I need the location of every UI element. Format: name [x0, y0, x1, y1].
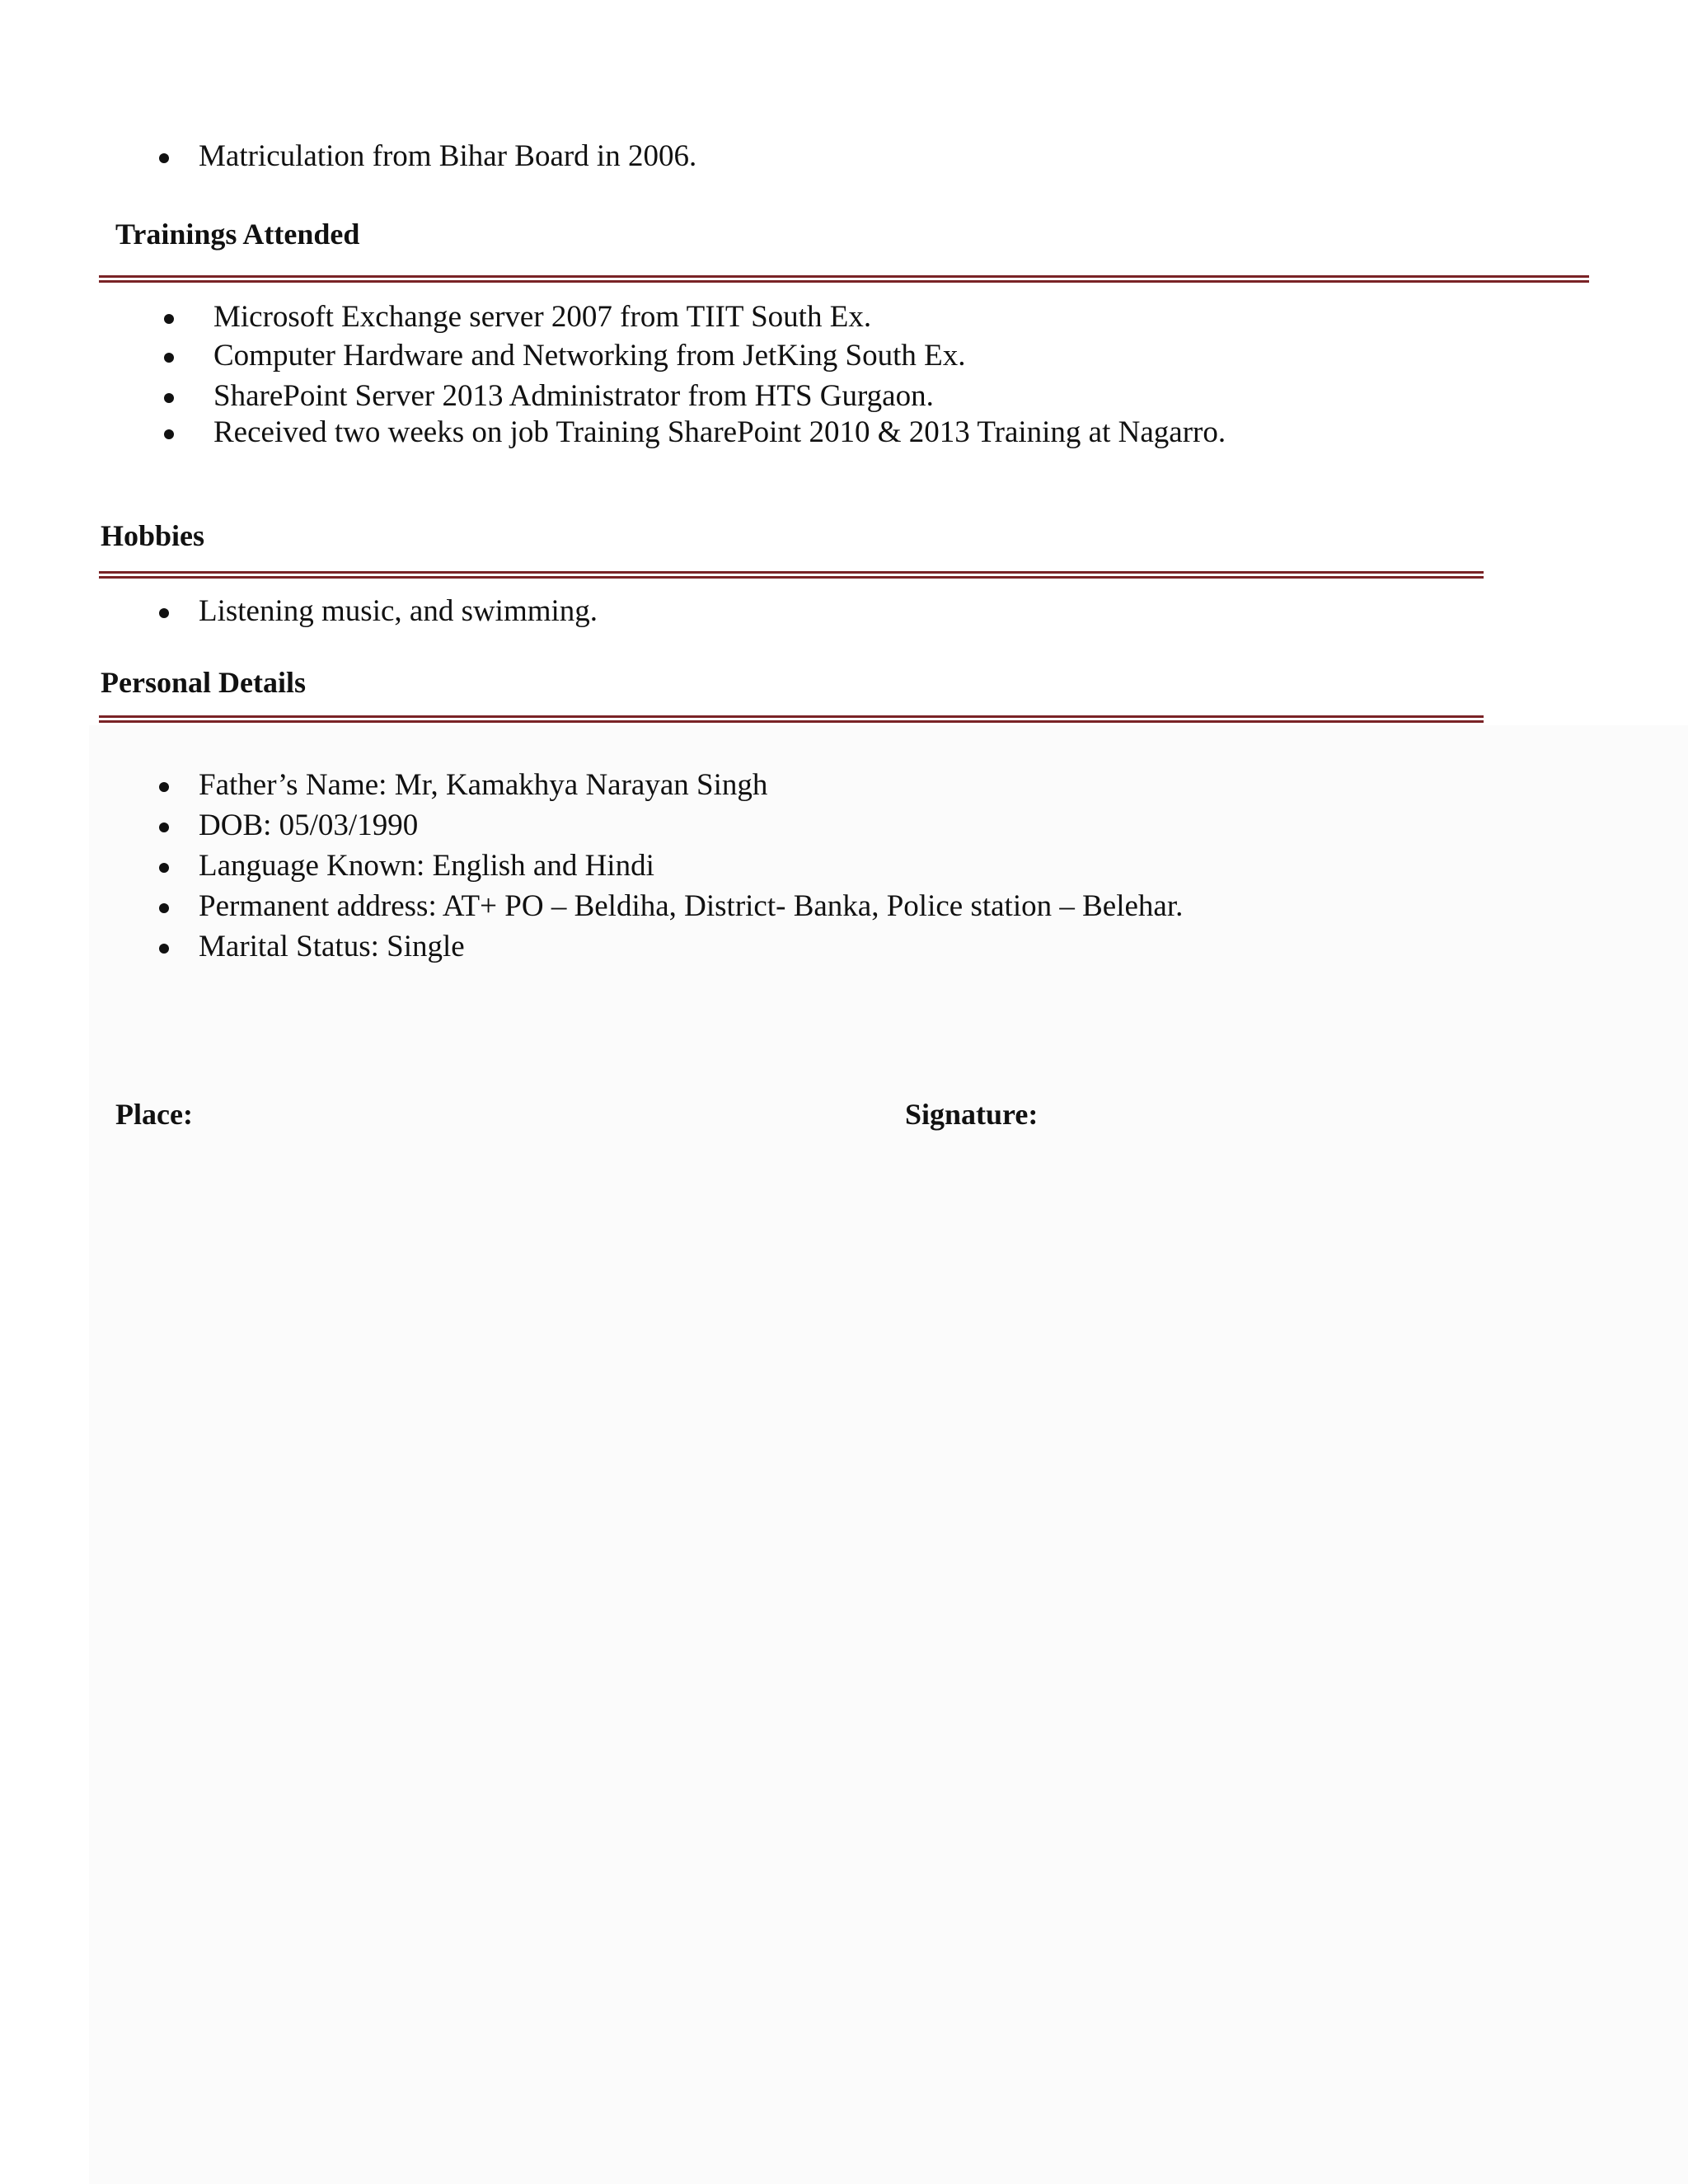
trainings-divider — [99, 275, 1589, 283]
personal-details-heading: Personal Details — [101, 666, 306, 699]
bullet-icon — [159, 153, 169, 163]
bullet-icon — [164, 429, 174, 439]
personal-item-father-name: Father’s Name: Mr, Kamakhya Narayan Singh — [199, 768, 768, 802]
trainings-heading: Trainings Attended — [115, 218, 360, 251]
bullet-icon — [159, 608, 169, 618]
bullet-icon — [159, 944, 169, 954]
personal-item-dob: DOB: 05/03/1990 — [199, 808, 419, 842]
bullet-icon — [159, 782, 169, 792]
hobby-item: Listening music, and swimming. — [199, 594, 598, 628]
personal-item-marital-status: Marital Status: Single — [199, 930, 465, 963]
personal-item-address: Permanent address: AT+ PO – Beldiha, District- Banka, Police station – Belehar. — [199, 889, 1184, 923]
education-item: Matriculation from Bihar Board in 2006. — [199, 139, 697, 173]
place-label: Place: — [115, 1098, 193, 1131]
signature-label: Signature: — [905, 1098, 1039, 1131]
bullet-icon — [159, 823, 169, 832]
personal-details-divider — [99, 715, 1484, 723]
training-item: SharePoint Server 2013 Administrator from HTS Gurgaon. — [213, 379, 934, 413]
hobbies-divider — [99, 571, 1484, 579]
bullet-icon — [159, 863, 169, 873]
training-item: Received two weeks on job Training SharePoint 2010 & 2013 Training at Nagarro. — [213, 415, 1226, 449]
bullet-icon — [159, 903, 169, 913]
bullet-icon — [164, 314, 174, 324]
bullet-icon — [164, 393, 174, 403]
personal-item-languages: Language Known: English and Hindi — [199, 849, 654, 883]
bullet-icon — [164, 353, 174, 363]
training-item: Computer Hardware and Networking from JetKing South Ex. — [213, 339, 966, 373]
hobbies-heading: Hobbies — [101, 519, 205, 552]
training-item: Microsoft Exchange server 2007 from TIIT South Ex. — [213, 300, 872, 334]
